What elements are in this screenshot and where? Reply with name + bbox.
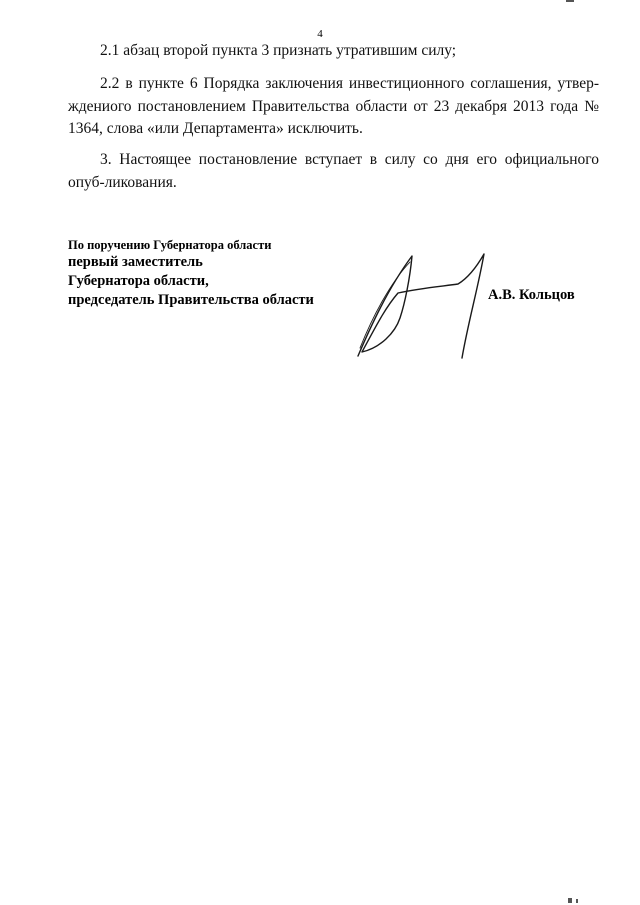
scan-mark-bottom-2 xyxy=(576,899,578,903)
handwritten-signature xyxy=(350,248,490,363)
signature-position-line-2: Губернатора области, xyxy=(68,273,209,289)
signature-block xyxy=(68,237,314,310)
paragraph-2-1: 2.1 абзац второй пункта 3 признать утратившим силу; xyxy=(100,42,457,59)
paragraph-2-2: 2.2 в пункте 6 Порядка заключения инвестиционного соглашения, утвер-ждениого постановлением Правительства области от 23 декабря 2013 года № 1364, слова «или Департамента» исключить. xyxy=(68,75,599,137)
scan-mark-top xyxy=(566,0,574,2)
scan-mark-bottom xyxy=(568,898,572,903)
paragraph-3: 3. Настоящее постановление вступает в силу со дня его официального опуб-ликования. xyxy=(68,151,599,191)
page-number: 4 xyxy=(317,28,323,40)
signature-authority-line: По поручению Губернатора области xyxy=(68,238,272,252)
signer-name: А.В. Кольцов xyxy=(488,287,575,303)
signature-position-line-1: первый заместитель xyxy=(68,254,203,270)
signature-position-line-3: председатель Правительства области xyxy=(68,292,314,308)
